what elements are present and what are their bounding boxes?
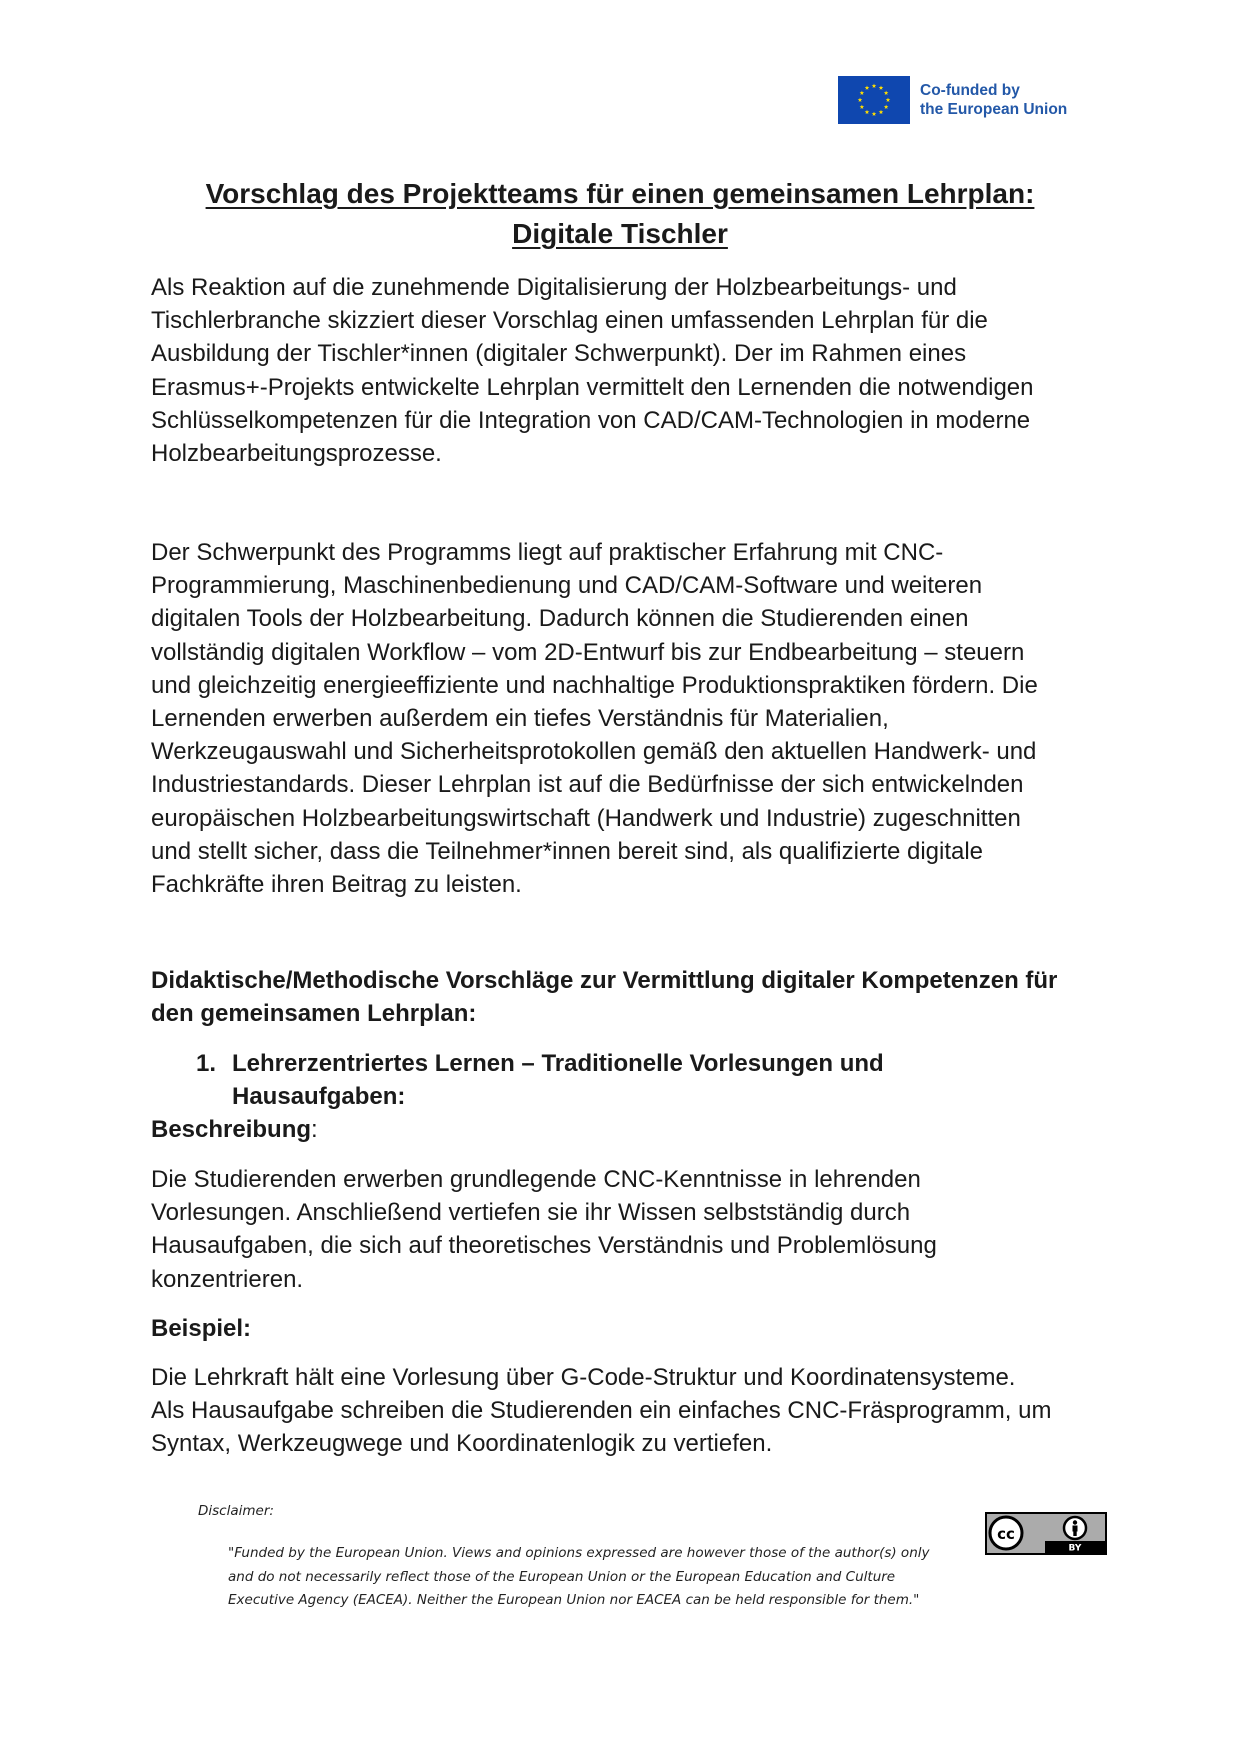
eu-cofunded-logo — [838, 76, 1098, 124]
eu-star-icon — [879, 110, 884, 114]
eu-star-icon — [860, 91, 865, 95]
eu-star-icon — [872, 112, 877, 116]
page-title — [150, 174, 1090, 254]
eu-logo-line2: the European Union — [920, 101, 1068, 118]
list-item-number: 1. — [196, 1050, 217, 1077]
eu-star-icon — [884, 91, 889, 95]
by-label: BY — [1068, 1543, 1082, 1553]
list-item — [196, 1047, 976, 1113]
eu-star-icon — [884, 105, 889, 109]
list-item-title: Lehrerzentriertes Lernen – Traditionelle Vorlesungen und Hausaufgaben: — [232, 1050, 884, 1111]
disclaimer-label: Disclaimer: — [198, 1503, 274, 1519]
eu-star-icon — [879, 85, 884, 89]
title-line2: Digitale Tischler — [512, 218, 728, 249]
focus-paragraph: Der Schwerpunkt des Programms liegt auf praktischer Erfahrung mit CNC- Programmierung, Maschinenbedienung und CAD/CAM-Software und weiteren digitalen Tools der Holzbearbeitung. Dadurch können die Studierenden einen vollständig digitalen Workflow – vom 2D-Entwurf bis zur Endbearbeitung – steuern und gleichzeitig energieeffiziente und nachhaltige Produktionspraktiken fördern. Die Lernenden erwerben außerdem ein tiefes Verständnis für Materialien, Werkzeugauswahl und Sicherheitsprotokollen gemäß den aktuellen Handwerk- und Industriestandards. Dieser Lehrplan ist auf die Bedürfnisse der sich entwickelnden europäischen Holzbearbeitungswirtschaft (Handwerk und Industrie) zugeschnitten und stellt sicher, dass die Teilnehmer*innen bereit sind, als qualifizierte digitale Fachkräfte ihren Beitrag zu leisten. — [151, 539, 1038, 899]
title-line1: Vorschlag des Projektteams für einen gemeinsamen Lehrplan: — [205, 178, 1035, 209]
description-label — [151, 1113, 318, 1146]
eu-logo-line1: Co-funded by — [920, 82, 1020, 99]
cc-logo-icon — [990, 1517, 1022, 1549]
eu-star-icon — [872, 84, 877, 88]
cc-by-license-badge — [985, 1512, 1107, 1555]
description-label-text: Beschreibung — [151, 1116, 312, 1143]
eu-star-icon — [865, 110, 870, 114]
intro-paragraph: Als Reaktion auf die zunehmende Digitalisierung der Holzbearbeitungs- und Tischlerbranche skizziert dieser Vorschlag einen umfassenden Lehrplan für die Ausbildung der Tischler*innen (digitaler Schwerpunkt). Der im Rahmen eines Erasmus+-Projekts entwickelte Lehrplan vermittelt den Lernenden die notwendigen Schlüsselkompetenzen für die Integration von CAD/CAM-Technologien in moderne Holzbearbeitungsprozesse. — [151, 274, 1034, 468]
section-heading: Didaktische/Methodische Vorschläge zur Vermittlung digitaler Kompetenzen für den gemeinsamen Lehrplan: — [151, 967, 1058, 1028]
eu-star-icon — [858, 98, 863, 102]
eu-star-icon — [865, 85, 870, 89]
eu-star-icon — [860, 105, 865, 109]
eu-star-icon — [886, 98, 891, 102]
description-label-colon: : — [311, 1116, 318, 1143]
attribution-person-icon — [1064, 1517, 1086, 1539]
description-paragraph: Die Studierenden erwerben grundlegende CNC-Kenntnisse in lehrenden Vorlesungen. Anschließend vertiefen sie ihr Wissen selbstständig durch Hausaufgaben, die sich auf theoretisches Verständnis und Problemlösung konzentrieren. — [151, 1166, 937, 1293]
eu-flag-icon — [838, 76, 910, 124]
example-paragraph: Die Lehrkraft hält eine Vorlesung über G-Code-Struktur und Koordinatensysteme. Als Hausaufgabe schreiben die Studierenden ein einfaches CNC-Fräsprogramm, um Syntax, Werkzeugwege und Koordinatenlogik zu vertiefen. — [151, 1364, 1052, 1458]
disclaimer-text: "Funded by the European Union. Views and opinions expressed are however those of the author(s) only and do not necessarily reflect those of the European Union or the European Education and Culture Executive Agency (EACEA). Neither the European Union nor EACEA can be held responsible for them." — [228, 1545, 930, 1608]
example-label: Beispiel: — [151, 1315, 252, 1342]
cc-logo-text: cc — [997, 1525, 1015, 1543]
eu-logo-text — [920, 81, 1067, 119]
